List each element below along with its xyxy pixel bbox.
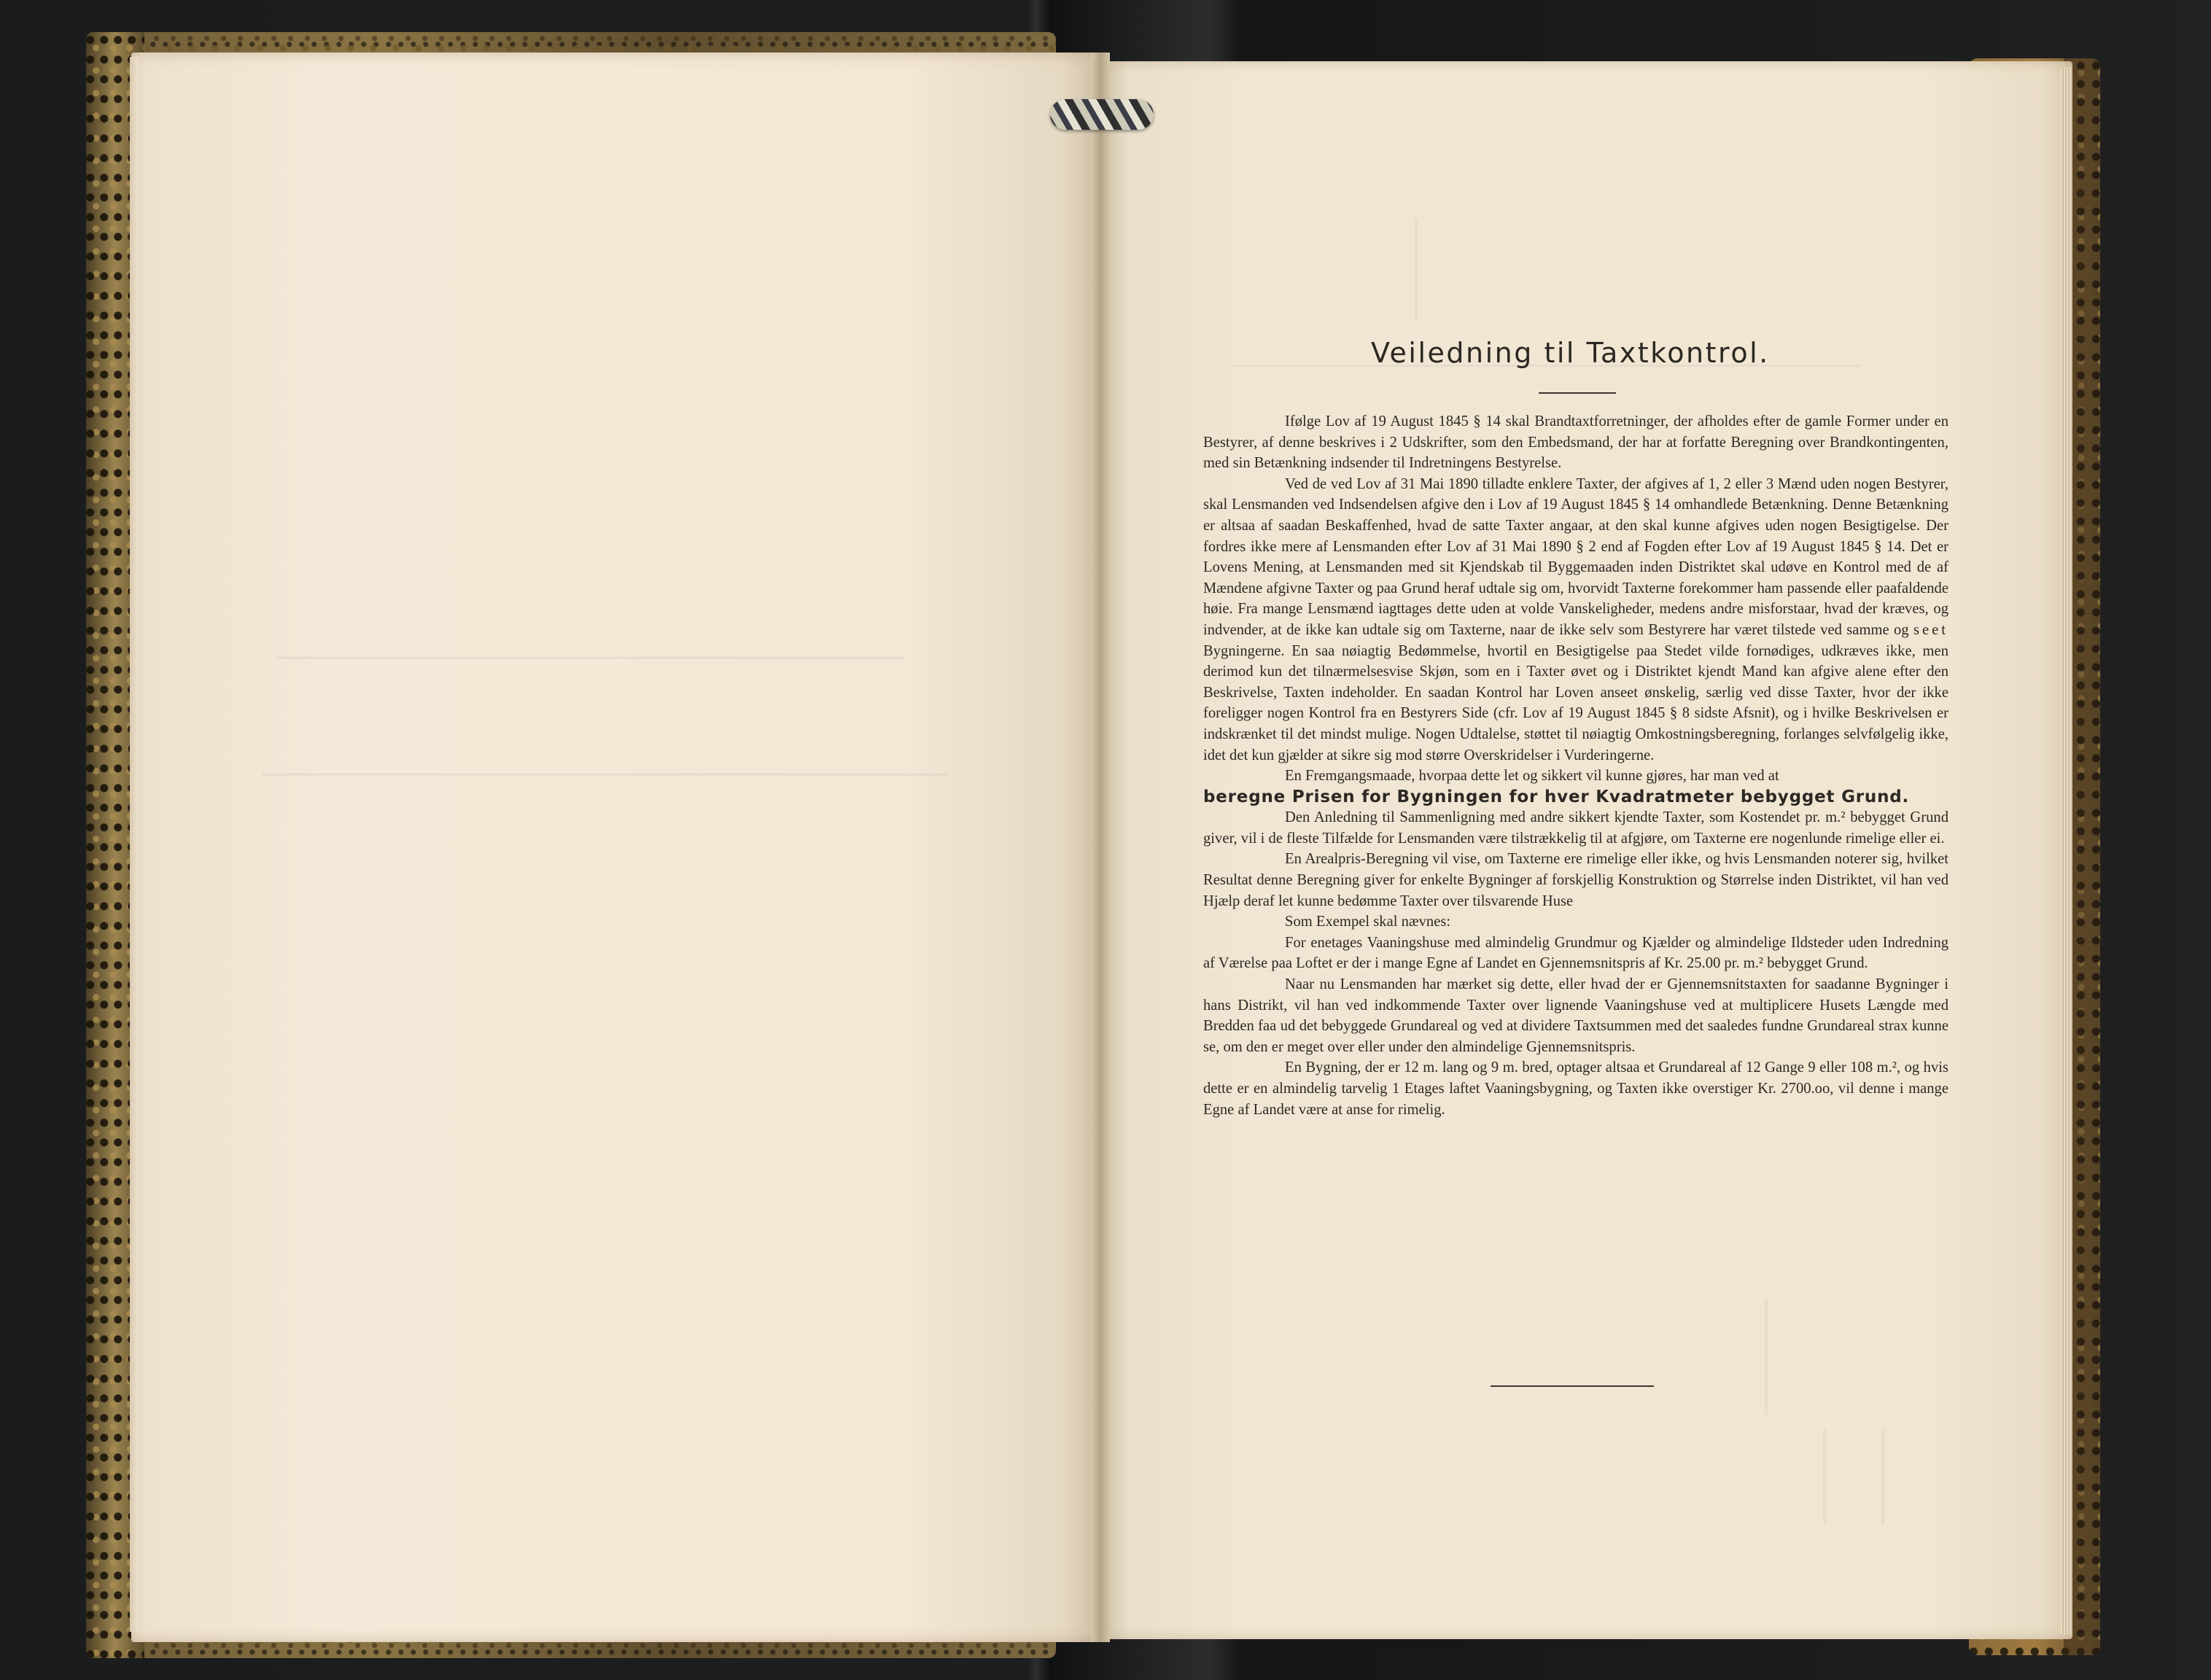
paragraph: Ifølge Lov af 19 August 1845 § 14 skal Brandtaxtforretninger, der afholdes efter de gamle Former under en Bestyrer, af denne beskrives i 2 Udskrifter, som den Embedsmand, der har at forfatte Beregning over Brandkontingenten, med sin Betænkning indsender til Indretningens Bestyrelse. <box>1203 413 1948 472</box>
paragraph: En Bygning, der er 12 m. lang og 9 m. bred, optager altsaa et Grundareal af 12 Gange 9 eller 108 m.², og hvis dette er en almindelig tarvelig 1 Etages laftet Vaaningsbygning, og Taxten ikke overstiger Kr. 2700.oo, vil denne i mange Egne af Landet være at anse for rimelig. <box>1203 1059 1948 1118</box>
closing-rule <box>1491 1385 1654 1387</box>
spaced-word: seet <box>1913 621 1948 638</box>
document-title: Veiledning til Taxtkontrol. <box>1371 337 1770 369</box>
paragraph: Som Exempel skal nævnes: <box>1285 914 1451 930</box>
binding-thread <box>1050 99 1154 130</box>
paragraph: For enetages Vaaningshuse med almindelig Grundmur og Kjælder og almindelige Ildsteder uden Indredning af Værelse paa Loftet er der i mange Egne af Landet en Gjennemsnitspris af Kr. 25.00 pr. m.² bebygget Grund. <box>1203 934 1948 972</box>
left-page-edge <box>130 57 139 1632</box>
left-page <box>131 52 1100 1642</box>
show-through-line <box>263 773 948 776</box>
paragraph <box>1203 474 1948 766</box>
document-body <box>1203 411 1948 1120</box>
right-page-stacked-edge <box>2061 67 2071 1635</box>
title-rule <box>1539 392 1616 394</box>
paragraph: Den Anledning til Sammenligning med andre sikkert kjendte Taxter, som Kostendet pr. m.² bebygget Grund giver, vil i de fleste Tilfælde for Lensmanden være tilstrækkelig til at afgjøre, om Taxterne ere nogenlunde rimelige eller ei. <box>1203 809 1948 847</box>
show-through-line <box>277 656 904 659</box>
show-through-rule <box>1415 219 1418 321</box>
paragraph-text: Bygningerne. En saa nøiagtig Bedømmelse, hvortil en Besigtigelse paa Stedet vilde fornødiges, udkræves ikke, men derimod kun det tilnærmelsesvise Skjøn, som en i Taxter øvet og i Distriktet kjendt Mand kan afgive alene efter den Beskrivelse, Taxten indeholder. En saadan Kontrol har Loven anseet ønskelig, særlig ved disse Taxter, hvor der ikke foreligger nogen Kontrol fra en Bestyrers Side (cfr. Lov af 19 August 1845 § 8 sidste Afsnit), og i hvilke Beskrivelsen er indskrænket til det mindst mulige. Nogen Udtalelse, støttet til nøiagtig Omkostningsberegning, forlanges selvfølgelig ikke, idet det kun gjælder at sikre sig mod større Overskridelser i Vurderingerne. <box>1203 642 1948 763</box>
emphasized-heading: beregne Prisen for Bygningen for hver Kvadratmeter bebygget Grund. <box>1203 787 1910 806</box>
show-through-rule <box>1823 1429 1826 1524</box>
paragraph: Naar nu Lensmanden har mærket sig dette, eller hvad der er Gjennemsnitstaxten for saadanne Bygninger i hans Distrikt, vil han ved indkommende Taxter over lignende Vaaningshuse ved at multiplicere Husets Længde med Bredden faa ud det bebyggede Grundareal og ved at dividere Taxtsummen med det saaledes fundne Grundareal strax kunne se, om den er meget over eller under den almindelige Gjennemsnitspris. <box>1203 976 1948 1055</box>
paragraph-text: Ved de ved Lov af 31 Mai 1890 tilladte enklere Taxter, der afgives af 1, 2 eller 3 Mænd uden nogen Bestyrer, skal Lensmanden ved Indsendelsen afgive den i Lov af 19 August 1845 § 14 omhandlede Betænkning. Denne Betænkning er altsaa af saadan Beskaffenhed, hvad de satte Taxter angaar, at den skal kunne afgives uden nogen Besigtigelse. Der fordres ikke mere af Lensmanden efter Lov af 31 Mai 1890 § 2 end af Fogden efter Lov af 19 August 1845 § 14. Det er Lovens Mening, at Lensmanden med sit Kjendskab til Byggemaaden inden Distriktet skal udøve en Kontrol med de af Mændene afgivne Taxter og paa Grund heraf udtale sig om, hvorvidt Taxterne forekommer ham passende eller paafaldende høie. Fra mange Lensmænd iagttages dette uden at volde Vanskeligheder, medens andre misforstaar, hvad der kræves, og indvender, at de ikke kan udtale sig om Taxterne, naar de ikke selv som Bestyrere har været tilstede ved samme og <box>1203 475 1948 638</box>
book-gutter <box>1091 52 1110 1642</box>
paragraph: En Arealpris-Beregning vil vise, om Taxterne ere rimelige eller ikke, og hvis Lensmanden noterer sig, hvilket Resultat denne Beregning giver for enkelte Bygninger af forskjellig Konstruktion og Størrelse inden Distriktet, vil han ved Hjælp deraf let kunne bedømme Taxter over tilsvarende Huse <box>1203 851 1948 909</box>
paragraph: En Fremgangsmaade, hvorpaa dette let og sikkert vil kunne gjøres, har man ved at <box>1285 768 1779 785</box>
show-through-rule <box>1765 1298 1768 1415</box>
show-through-rule <box>1881 1429 1884 1524</box>
